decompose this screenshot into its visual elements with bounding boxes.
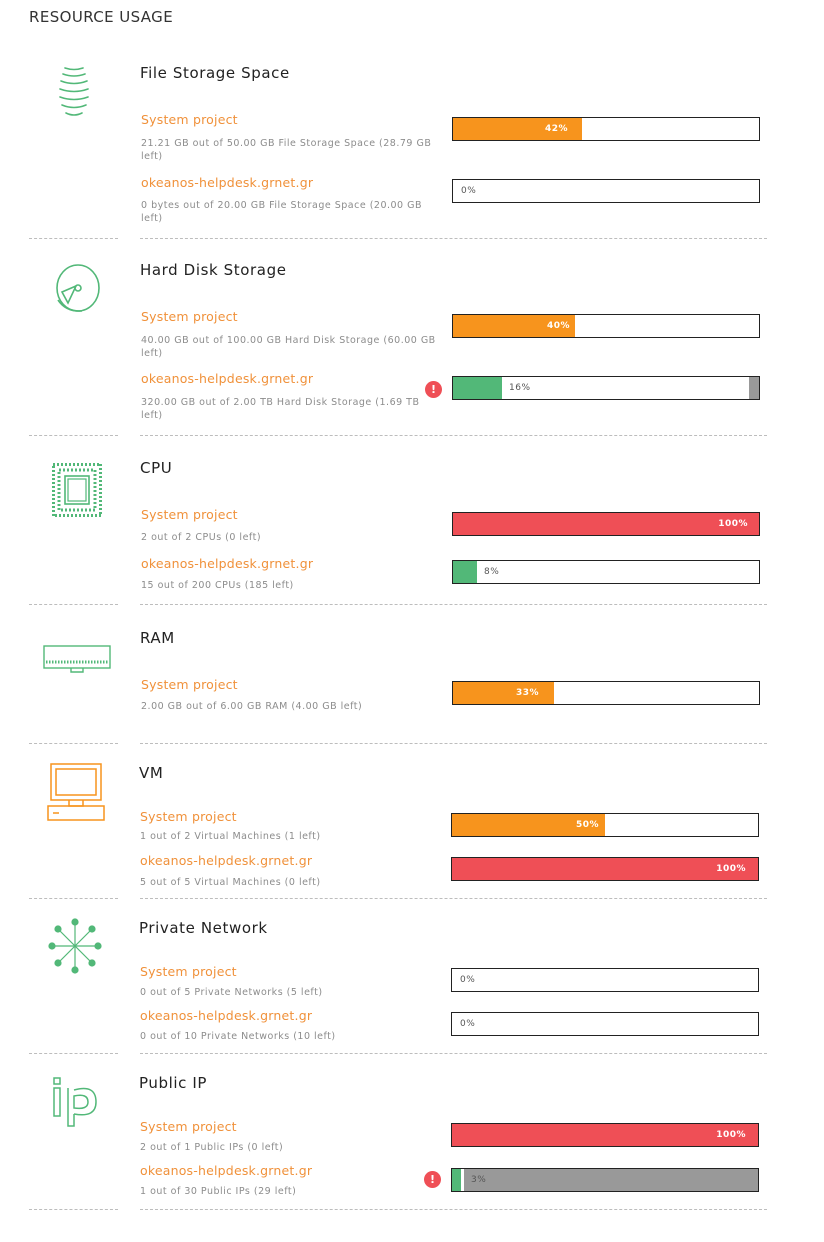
divider <box>140 1209 767 1210</box>
computer-icon <box>47 763 105 823</box>
usage-bar <box>451 1168 759 1192</box>
usage-percent: 100% <box>716 864 746 874</box>
usage-bar-fill <box>452 1169 461 1191</box>
usage-description: 2.00 GB out of 6.00 GB RAM (4.00 GB left) <box>141 701 363 712</box>
usage-bar-fill <box>452 858 758 880</box>
divider <box>29 1209 118 1210</box>
resource-title: Hard Disk Storage <box>140 261 287 279</box>
usage-bar <box>451 1123 759 1147</box>
usage-description: 5 out of 5 Virtual Machines (0 left) <box>140 877 321 888</box>
resource-title: Private Network <box>139 919 268 937</box>
usage-percent: 100% <box>716 1130 746 1140</box>
usage-bar <box>452 560 760 584</box>
divider <box>140 435 767 436</box>
usage-bar-fill <box>453 377 502 399</box>
ram-icon <box>43 645 111 673</box>
resource-title: RAM <box>140 629 175 647</box>
usage-description: 1 out of 30 Public IPs (29 left) <box>140 1186 297 1197</box>
resource-title: CPU <box>140 459 173 477</box>
divider <box>140 604 767 605</box>
usage-description: 15 out of 200 CPUs (185 left) <box>141 580 294 591</box>
usage-bar <box>452 314 760 338</box>
usage-description: 0 out of 5 Private Networks (5 left) <box>140 987 323 998</box>
page-title: RESOURCE USAGE <box>29 8 174 26</box>
usage-description: 2 out of 2 CPUs (0 left) <box>141 532 262 543</box>
warning-icon: ! <box>425 381 442 398</box>
usage-description: 2 out of 1 Public IPs (0 left) <box>140 1142 284 1153</box>
usage-bar <box>451 857 759 881</box>
divider <box>29 435 118 436</box>
usage-percent: 50% <box>576 820 600 830</box>
usage-bar <box>452 681 760 705</box>
usage-description: 0 out of 10 Private Networks (10 left) <box>140 1031 336 1042</box>
usage-percent: 3% <box>471 1175 487 1185</box>
project-link[interactable]: okeanos-helpdesk.grnet.gr <box>140 1163 313 1178</box>
project-link[interactable]: System project <box>141 507 238 522</box>
usage-percent: 0% <box>460 975 476 985</box>
usage-description: 1 out of 2 Virtual Machines (1 left) <box>140 831 321 842</box>
project-link[interactable]: System project <box>141 309 238 324</box>
usage-percent: 16% <box>509 383 531 393</box>
usage-description: 0 bytes out of 20.00 GB File Storage Space (20.00 GB left) <box>141 200 423 224</box>
usage-description: 40.00 GB out of 100.00 GB Hard Disk Storage (60.00 GB left) <box>141 335 436 359</box>
divider <box>29 743 118 744</box>
cpu-icon <box>52 463 102 517</box>
project-link[interactable]: System project <box>141 112 238 127</box>
ip-icon <box>50 1076 100 1128</box>
resource-title: VM <box>139 764 164 782</box>
usage-bar-overflow <box>749 377 759 399</box>
usage-bar <box>451 813 759 837</box>
divider <box>140 238 767 239</box>
project-link[interactable]: System project <box>140 964 237 979</box>
network-icon <box>48 918 102 974</box>
project-link[interactable]: okeanos-helpdesk.grnet.gr <box>141 556 314 571</box>
usage-percent: 0% <box>460 1019 476 1029</box>
usage-description: 21.21 GB out of 50.00 GB File Storage Space (28.79 GB left) <box>141 138 432 162</box>
project-link[interactable]: okeanos-helpdesk.grnet.gr <box>140 1008 313 1023</box>
project-link[interactable]: System project <box>141 677 238 692</box>
warning-icon: ! <box>424 1171 441 1188</box>
resource-title: File Storage Space <box>140 64 290 82</box>
divider <box>140 743 767 744</box>
usage-bar <box>452 376 760 400</box>
project-link[interactable]: okeanos-helpdesk.grnet.gr <box>140 853 313 868</box>
file-storage-icon <box>52 63 96 121</box>
usage-percent: 8% <box>484 567 500 577</box>
divider <box>29 604 118 605</box>
usage-percent: 40% <box>547 321 571 331</box>
usage-bar <box>452 179 760 203</box>
usage-bar <box>451 968 759 992</box>
usage-description: 320.00 GB out of 2.00 TB Hard Disk Storage (1.69 TB left) <box>141 397 420 421</box>
divider <box>140 1053 767 1054</box>
usage-percent: 42% <box>545 124 569 134</box>
usage-bar-fill <box>452 1124 758 1146</box>
project-link[interactable]: okeanos-helpdesk.grnet.gr <box>141 371 314 386</box>
usage-bar-overflow <box>464 1169 758 1191</box>
usage-percent: 100% <box>718 519 748 529</box>
project-link[interactable]: okeanos-helpdesk.grnet.gr <box>141 175 314 190</box>
usage-percent: 33% <box>516 688 540 698</box>
divider <box>29 898 118 899</box>
project-link[interactable]: System project <box>140 809 237 824</box>
usage-bar <box>451 1012 759 1036</box>
usage-percent: 0% <box>461 186 477 196</box>
divider <box>29 1053 118 1054</box>
divider <box>29 238 118 239</box>
hard-disk-icon <box>52 262 102 314</box>
usage-bar <box>452 512 760 536</box>
usage-bar-fill <box>453 561 477 583</box>
divider <box>140 898 767 899</box>
usage-bar-fill <box>453 513 759 535</box>
resource-title: Public IP <box>139 1074 208 1092</box>
project-link[interactable]: System project <box>140 1119 237 1134</box>
usage-bar <box>452 117 760 141</box>
